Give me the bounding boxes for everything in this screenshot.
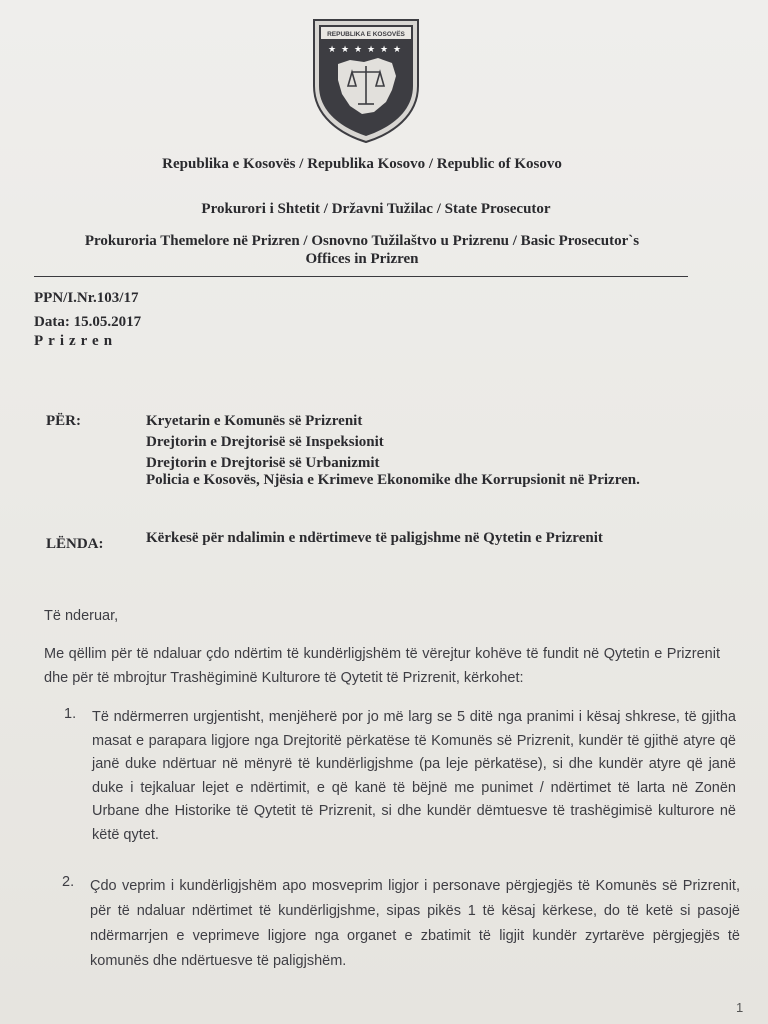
list-item-text: Çdo veprim i kundërligjshëm apo mosveprim ligjor i personave përgjegjës të Komunës së Prizrenit, për të ndaluar ndërtimet të kundërligjshme, sipas pikës 1 të kësaj kërkese, do të ketë si pasojë ndërmarrjen e veprimeve ligjore nga organet e zbatimit të ligjit kundër zyrtarëve përgjegjës të komunës dhe ndërtuesve të paligjshëm.	[90, 878, 740, 969]
emblem-text: REPUBLIKA E KOSOVËS	[327, 31, 405, 38]
recipient-item: Kryetarin e Komunës së Prizrenit	[146, 413, 363, 429]
reference-number: PPN/I.Nr.103/17	[34, 290, 139, 306]
subject-text: Kërkesë për ndalimin e ndërtimeve të paligjshme në Qytetin e Prizrenit	[146, 530, 603, 546]
intro-paragraph: Me qëllim për të ndaluar çdo ndërtim të kundërligjshëm të vërejtur kohëve të fundit në Qytetin e Prizrenit dhe për të mbrojtur Trashëgiminë Kulturore të Qytetit të Prizrenit, kërkohet:	[44, 646, 720, 686]
header-institution: Prokurori i Shtetit / Državni Tužilac / State Prosecutor	[201, 201, 551, 217]
subject-label: LËNDA:	[46, 536, 104, 552]
page-number: 1	[736, 1000, 744, 1015]
reference-place: Prizren	[34, 333, 118, 349]
svg-text:★: ★	[366, 45, 376, 55]
header-country: Republika e Kosovës / Republika Kosovo / Republic of Kosovo	[162, 156, 562, 172]
svg-text:★: ★	[353, 45, 363, 55]
coat-of-arms-icon	[308, 16, 424, 146]
svg-text:★: ★	[327, 45, 337, 55]
recipients-label: PËR:	[46, 413, 81, 429]
salutation: Të nderuar,	[44, 608, 119, 624]
list-item-number: 1.	[64, 706, 77, 722]
recipient-item: Policia e Kosovës, Njësia e Krimeve Ekonomike dhe Korrupsionit në Prizren.	[146, 472, 640, 488]
recipient-item: Drejtorin e Drejtorisë së Urbanizmit	[146, 455, 380, 471]
svg-text:★: ★	[379, 45, 389, 55]
list-item-number: 2.	[62, 874, 75, 890]
list-item-text: Të ndërmerren urgjentisht, menjëherë por jo më larg se 5 ditë nga pranimi i kësaj shkrese, të gjitha masat e parapara ligjore nga Drejtoritë përkatëse të Komunës së Prizrenit, kundër të gjithë atyre që janë duke ndërtuar në mënyrë të kundërligjshme (pa leje përkatëse), si dhe kundër atyre që janë duke i tejkaluar lejet e ndërtimit, e që kanë të bëjnë me punimet / ndërtimet të larta në Zonën Urbane dhe Historike të Qytetit të Prizrenit, si dhe kundër dëmtuesve të trashëgimisë kulturore në këtë qytet.	[92, 709, 736, 843]
svg-text:★: ★	[340, 45, 350, 55]
recipient-item: Drejtorin e Drejtorisë së Inspeksionit	[146, 434, 384, 450]
header-divider	[34, 276, 688, 277]
svg-text:★: ★	[392, 45, 402, 55]
header-office: Prokuroria Themelore në Prizren / Osnovno Tužilaštvo u Prizrenu / Basic Prosecutor`s Offices in Prizren	[84, 233, 640, 267]
reference-date: Data: 15.05.2017	[34, 314, 142, 330]
